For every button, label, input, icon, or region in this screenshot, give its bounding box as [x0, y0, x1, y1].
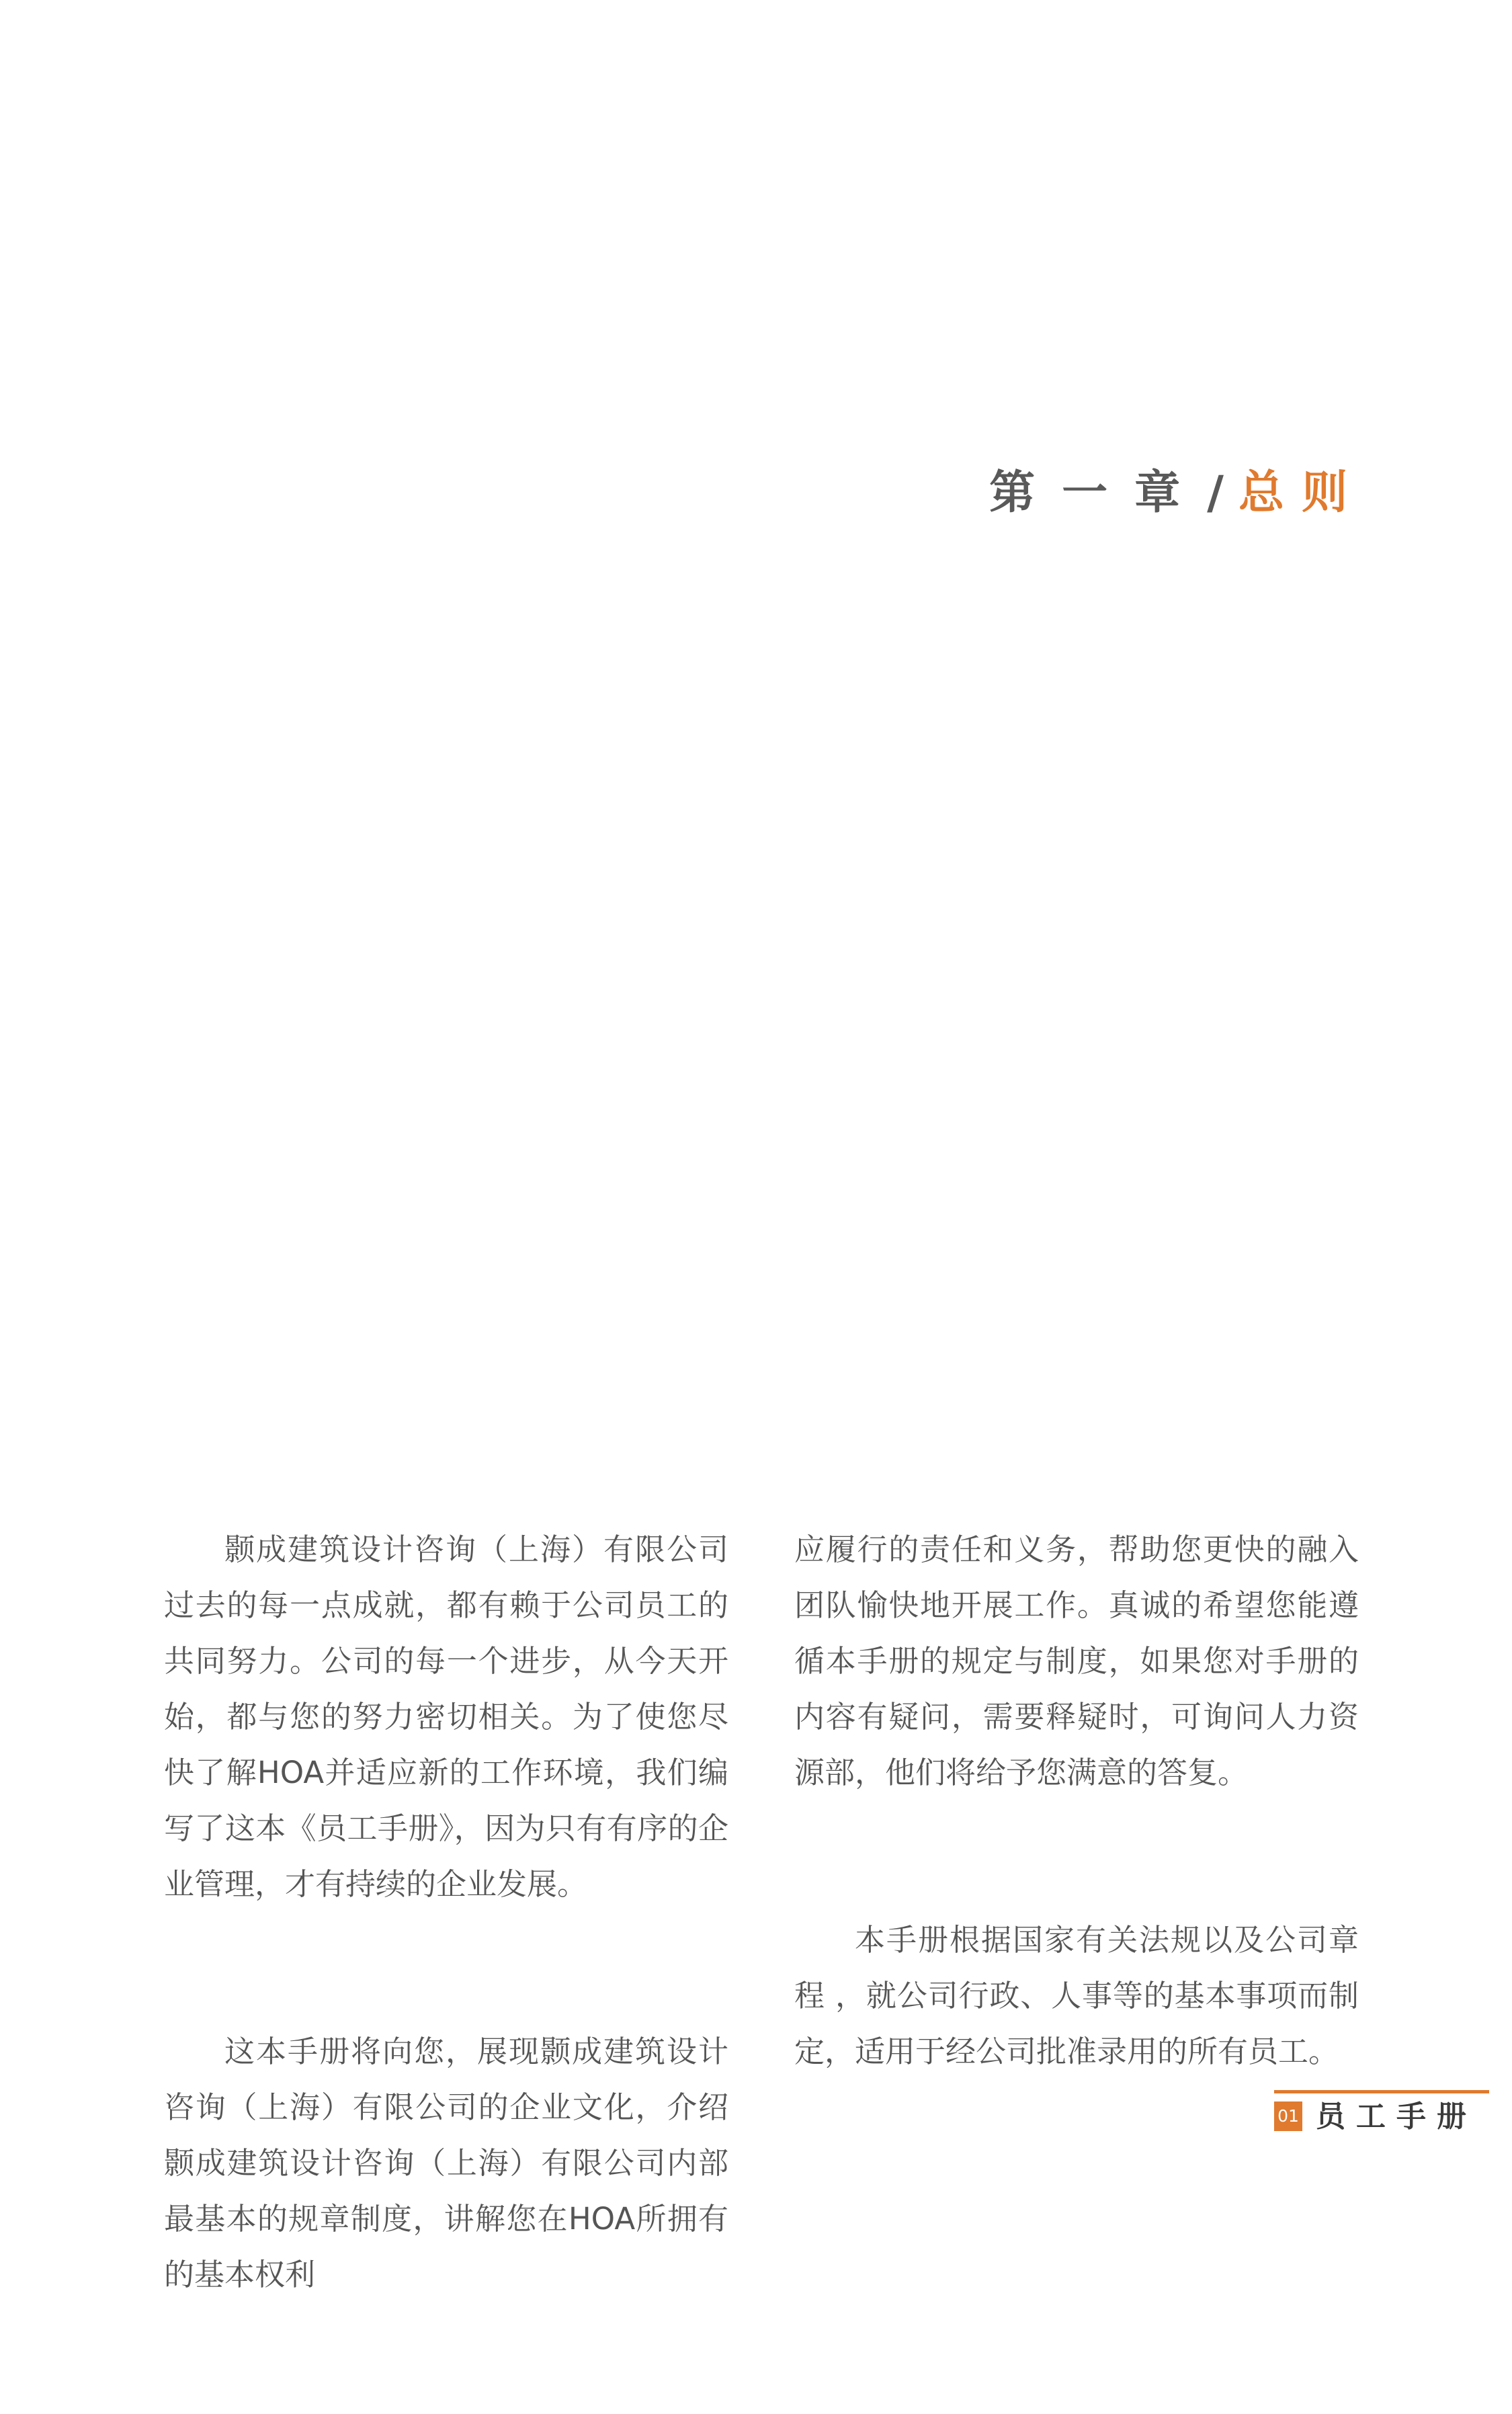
handbook-purpose-continued-paragraph: 应履行的责任和义务，帮助您更快的融入团队愉快地开展工作。真诚的希望您能遵循本手册的规定与制度，如果您对手册的内容有疑问，需要释疑时，可询问人力资源部，他们将给予您满意的答复。 — [794, 1532, 1359, 1790]
body-text — [164, 1410, 1359, 2414]
footer-rule — [1274, 2090, 1489, 2093]
page-number: 01 — [1274, 2101, 1302, 2131]
chapter-title: 总则 — [1238, 466, 1365, 519]
scope-paragraph: 本手册根据国家有关法规以及公司章程 ，就公司行政、人事等的基本事项而制定，适用于经公司批准录用的所有员工。 — [794, 1922, 1359, 2069]
handbook-purpose-paragraph: 这本手册将向您，展现颢成建筑设计咨询（上海）有限公司的企业文化，介绍颢成建筑设计咨询（上海）有限公司内部最基本的规章制度，讲解您在HOA所拥有的基本权利 — [164, 2034, 728, 2292]
chapter-heading — [989, 466, 1365, 519]
chapter-label: 第一章 — [989, 466, 1208, 519]
right-column — [794, 1410, 1359, 2414]
footer-title: 员工手册 — [1316, 2099, 1477, 2134]
page-footer — [1274, 2090, 1489, 2138]
left-column — [164, 1410, 728, 2414]
chapter-separator: / — [1207, 466, 1224, 519]
intro-paragraph: 颢成建筑设计咨询（上海）有限公司过去的每一点成就，都有赖于公司员工的共同努力。公司的每一个进步，从今天开始，都与您的努力密切相关。为了使您尽快了解HOA并适应新的工作环境，我们编写了这本《员工手册》，因为只有有序的企业管理，才有持续的企业发展。 — [164, 1532, 728, 1902]
